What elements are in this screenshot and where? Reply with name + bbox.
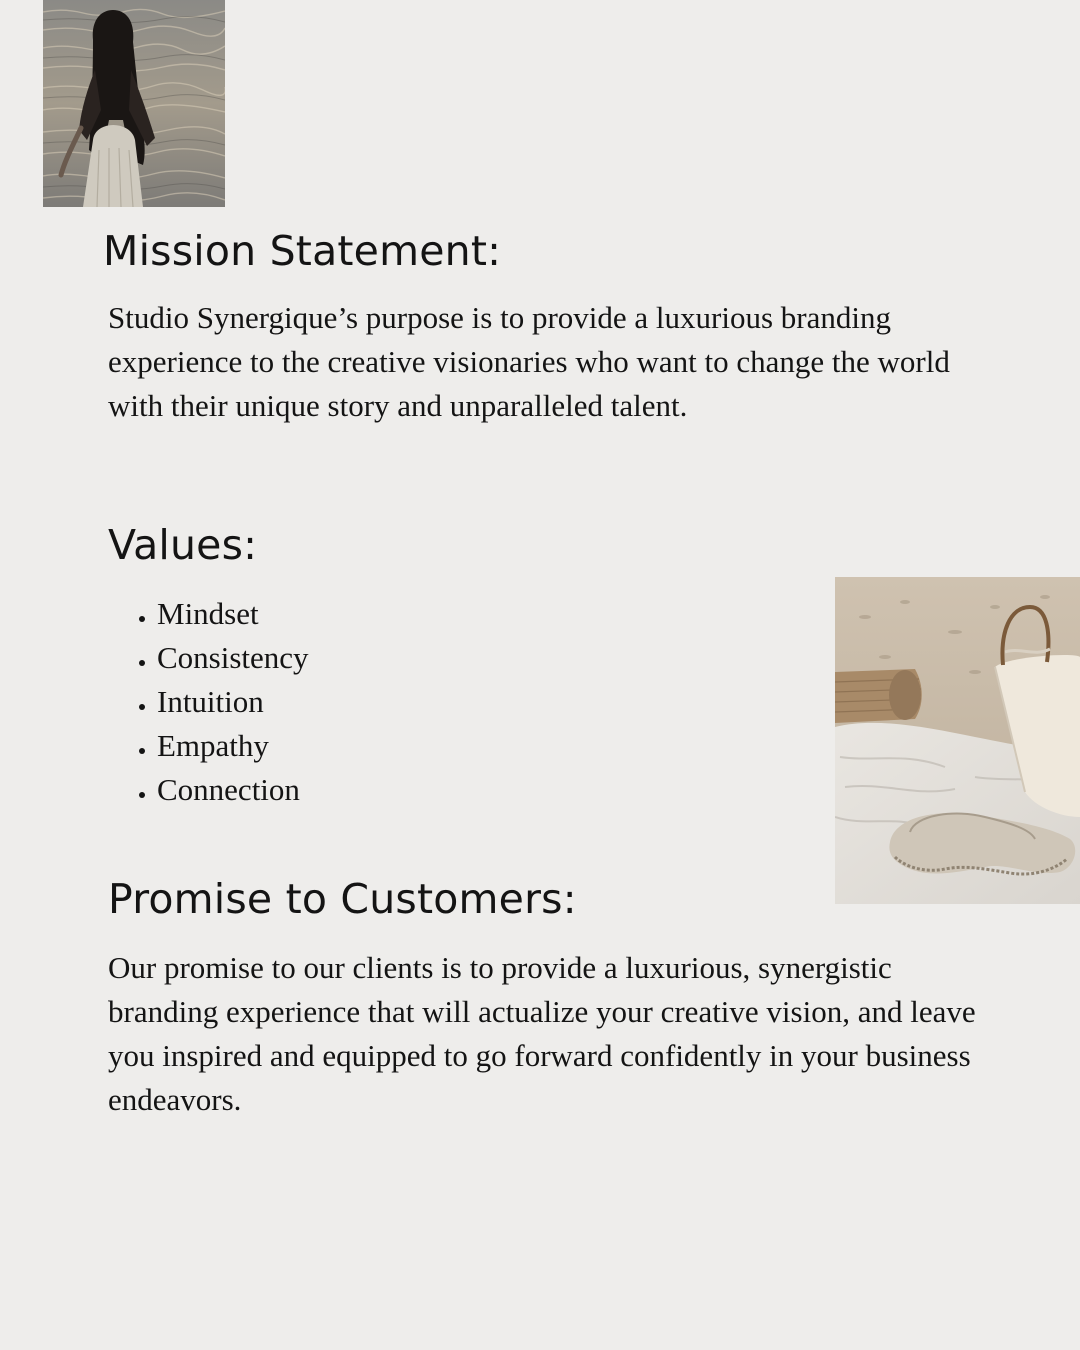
value-item: • Mindset — [157, 592, 309, 636]
value-item: • Connection — [157, 768, 309, 812]
beach-picnic-photo — [835, 577, 1080, 904]
values-list — [108, 592, 309, 812]
promise-to-customers-text: Our promise to our clients is to provide a luxurious, synergistic branding experience that will actualize your creative vision, and leave you inspired and equipped to go forward confidently in your business endeavors. — [108, 950, 976, 1117]
promise-to-customers-heading: Promise to Customers: — [108, 875, 577, 923]
mission-statement-heading: Mission Statement: — [103, 227, 502, 275]
value-item: • Consistency — [157, 636, 309, 680]
woman-by-sea-photo — [43, 0, 225, 207]
mission-statement-text: Studio Synergique’s purpose is to provide a luxurious branding experience to the creative visionaries who want to change the world with their unique story and unparalleled talent. — [108, 300, 950, 423]
values-heading: Values: — [108, 521, 258, 569]
value-item: • Empathy — [157, 724, 309, 768]
value-item: • Intuition — [157, 680, 309, 724]
